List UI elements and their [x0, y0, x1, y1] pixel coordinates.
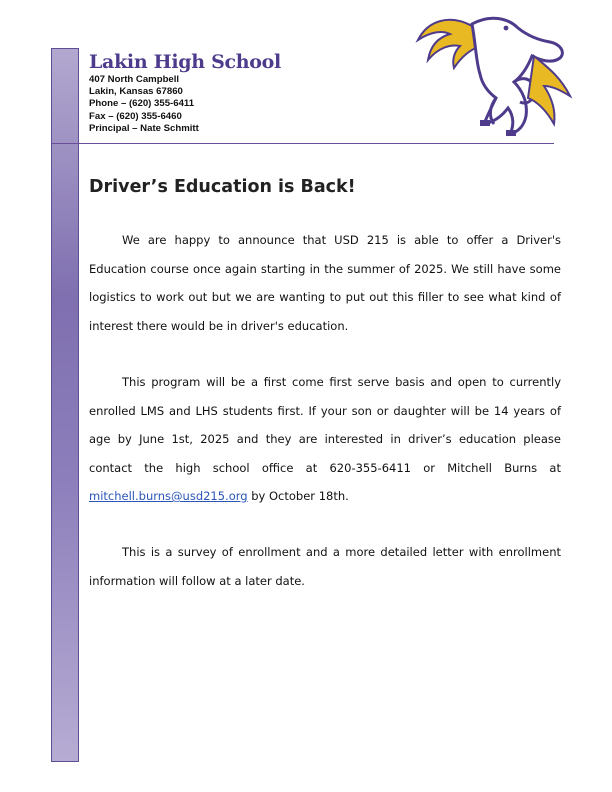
paragraph-eligibility-text: This program will be a first come first serve basis and open to currently enrolled LMS and LHS students first. If your son or daughter will be 14 years of age by June 1st, 2025 and they are interested in driver’s education please contact the high school office at 620-355-6411 or Mitchell Burns at	[89, 375, 561, 475]
paragraph-survey-note: This is a survey of enrollment and a more detailed letter with enrollment information will follow at a later date.	[89, 545, 561, 588]
address-line: 407 North Campbell	[89, 74, 180, 85]
letter-heading: Driver’s Education is Back!	[89, 177, 356, 197]
fax-line: Fax – (620) 355-6460	[89, 110, 182, 122]
school-name: Lakin High School	[89, 51, 281, 73]
contact-block	[89, 74, 199, 135]
city-line: Lakin, Kansas 67860	[89, 86, 183, 98]
mustang-horse-icon	[410, 6, 580, 146]
decorative-side-bar	[51, 48, 79, 762]
principal-line: Principal – Nate Schmitt	[89, 122, 199, 134]
paragraph-announcement: We are happy to announce that USD 215 is able to offer a Driver's Education course once again starting in the summer of 2025. We still have some logistics to work out but we are wanting to put out this filler to see what kind of interest there would be in driver's education.	[89, 233, 561, 333]
phone-line: Phone – (620) 355-6411	[89, 98, 195, 110]
email-link[interactable]: mitchell.burns@usd215.org	[89, 489, 248, 503]
paragraph-deadline-text: by October 18th.	[247, 489, 349, 503]
paragraph-eligibility	[89, 368, 561, 511]
